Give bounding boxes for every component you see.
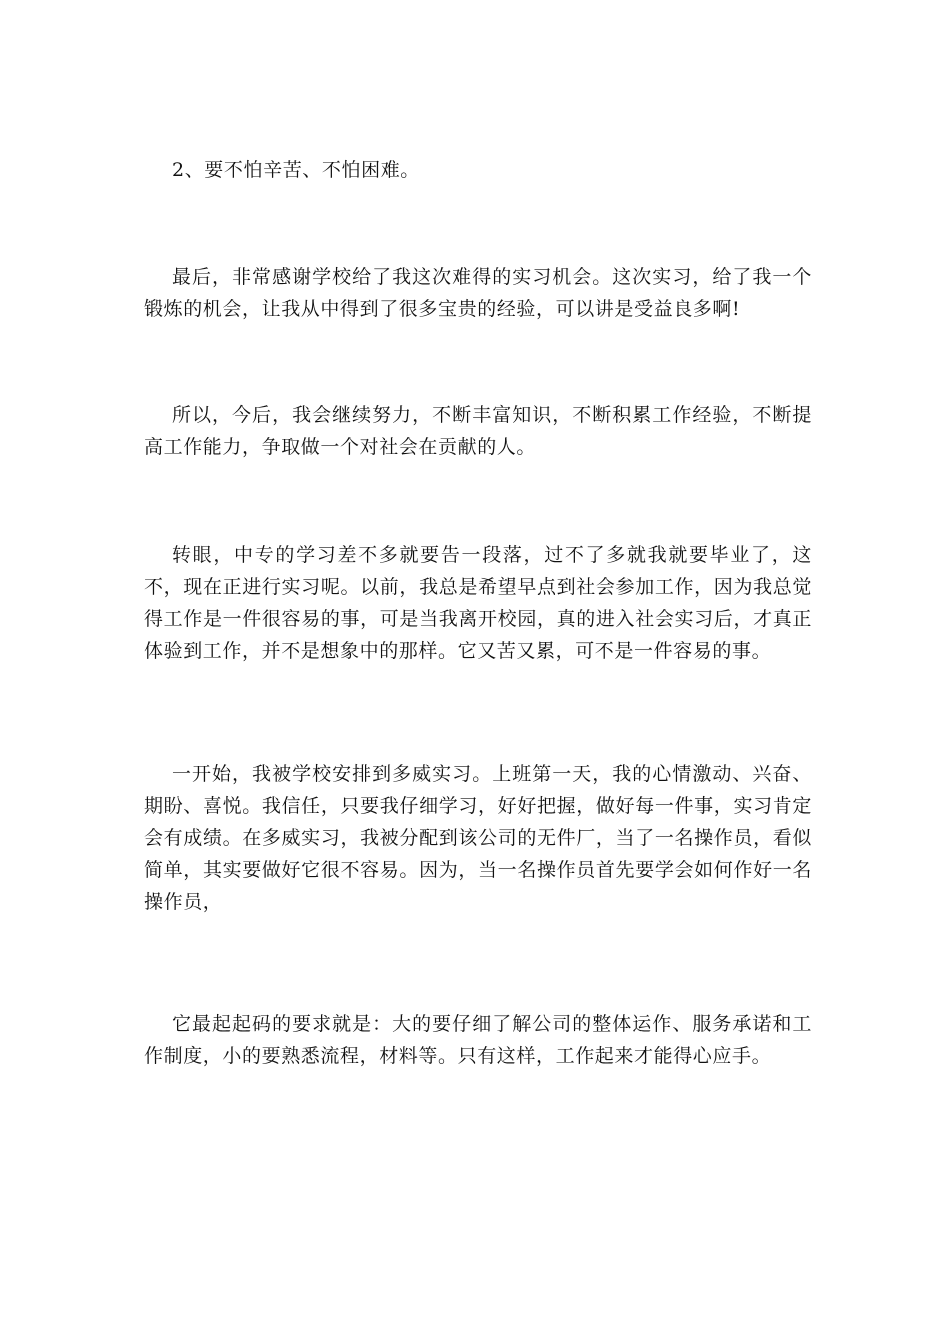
paragraph-6: 它最起起码的要求就是：大的要仔细了解公司的整体运作、服务承诺和工作制度，小的要熟悉流程，材料等。只有这样，工作起来才能得心应手。 [144,1013,812,1067]
paragraph-2: 最后，非常感谢学校给了我这次难得的实习机会。这次实习，给了我一个锻炼的机会，让我从中得到了很多宝贵的经验，可以讲是受益良多啊! [144,266,812,320]
paragraph-5: 一开始，我被学校安排到多威实习。上班第一天，我的心情激动、兴奋、期盼、喜悦。我信任，只要我仔细学习，好好把握，做好每一件事，实习肯定会有成绩。在多威实习，我被分配到该公司的无件厂，当了一名操作员，看似简单，其实要做好它很不容易。因为，当一名操作员首先要学会如何作好一名操作员， [144,763,812,913]
paragraph-3: 所以，今后，我会继续努力，不断丰富知识，不断积累工作经验，不断提高工作能力，争取做一个对社会在贡献的人。 [144,404,812,458]
paragraph-1: 2、要不怕辛苦、不怕困难。 [172,159,420,181]
paragraph-4: 转眼，中专的学习差不多就要告一段落，过不了多就我就要毕业了，这不，现在正进行实习呢。以前，我总是希望早点到社会参加工作，因为我总觉得工作是一件很容易的事，可是当我离开校园，真的进入社会实习后，才真正体验到工作，并不是想象中的那样。它又苦又累，可不是一件容易的事。 [144,544,812,662]
